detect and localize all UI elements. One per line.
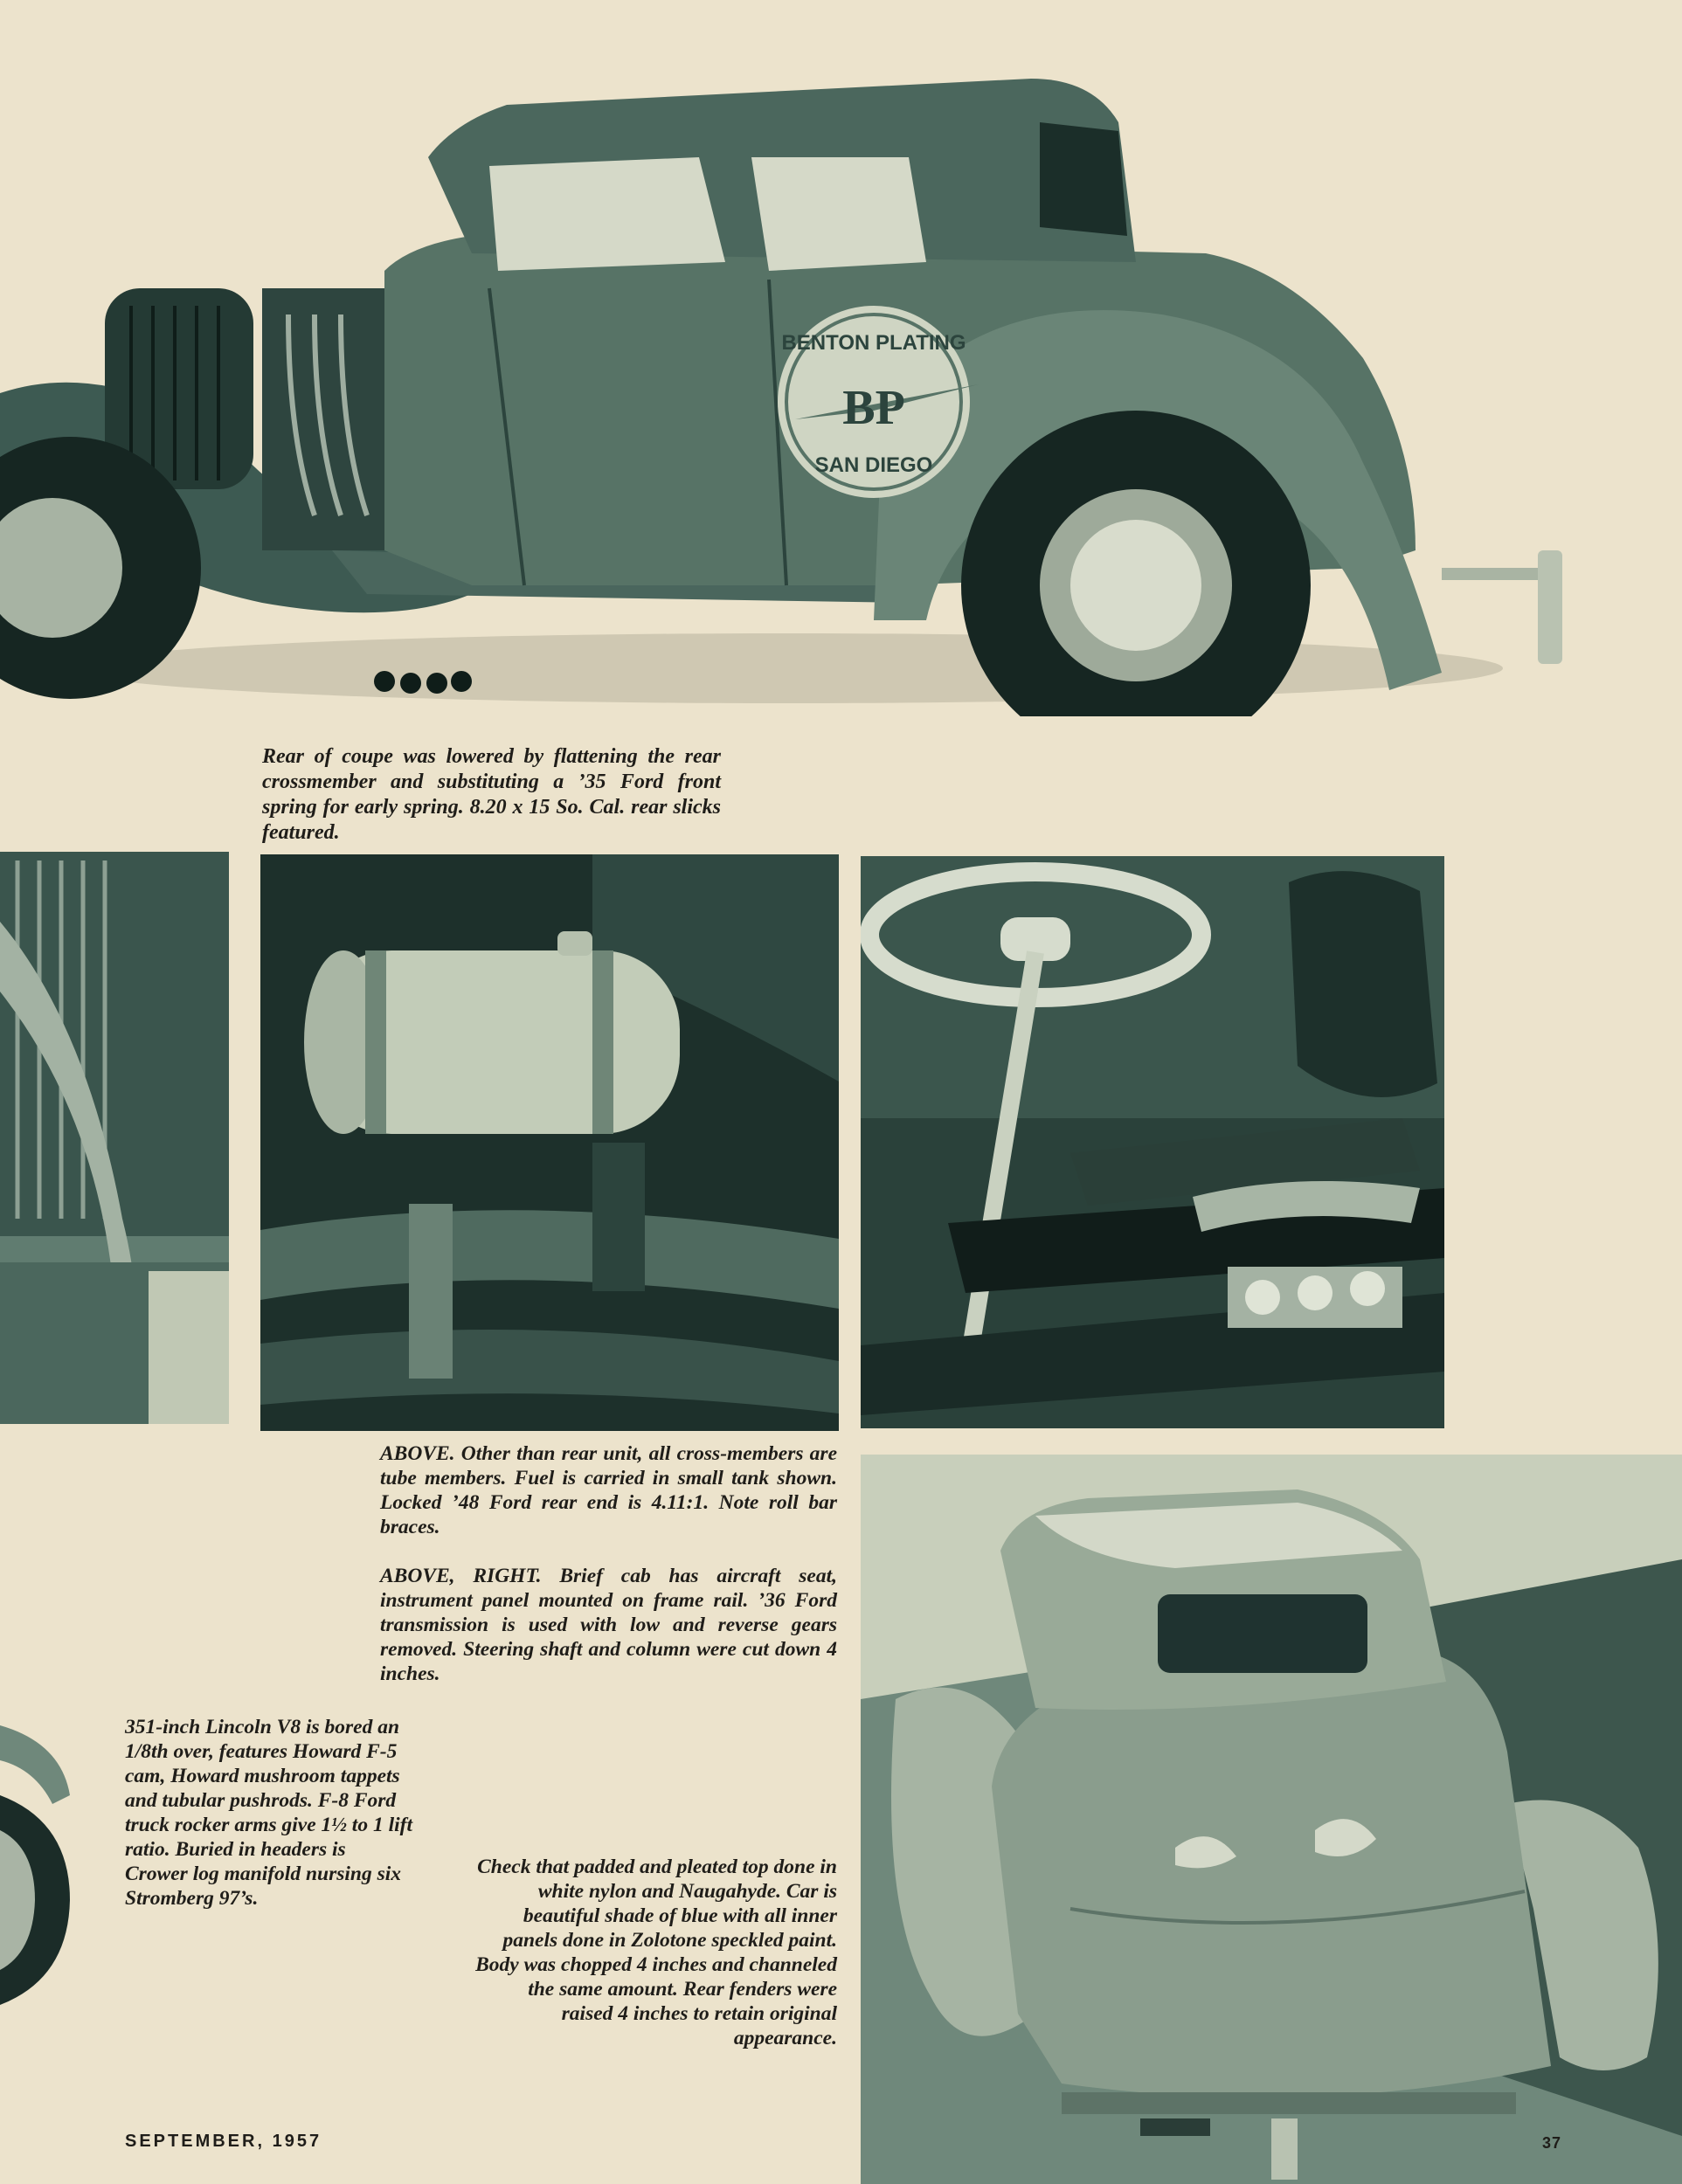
svg-text:SAN DIEGO: SAN DIEGO — [814, 453, 933, 477]
svg-text:BENTON PLATING: BENTON PLATING — [781, 331, 966, 355]
caption-top-text: Rear of coupe was lowered by flattening the rear crossmember and substituting a ’35 Ford front spring for early spring. 8.20 x 15 So. Cal. rear slicks featured. — [262, 745, 721, 844]
caption-top — [262, 744, 721, 846]
caption-engine — [125, 1715, 413, 1911]
issue-date: SEPTEMBER, 1957 — [125, 2132, 322, 2151]
coupe-rear-photo — [861, 1455, 1682, 2184]
caption-above — [380, 1441, 837, 1539]
caption-above-right-text: ABOVE, RIGHT. Brief cab has aircraft seat, instrument panel mounted on frame rail. ’36 Ford transmission is used with low and reverse gears removed. Steering shaft and column were cut down 4 inches. — [380, 1565, 837, 1685]
caption-above-right — [380, 1564, 837, 1686]
coupe-side-photo — [0, 26, 1573, 716]
caption-engine-text: 351-inch Lincoln V8 is bored an 1/8th over, features Howard F-5 cam, Howard mushroom tappets and tubular pushrods. F-8 Ford truck rocker arms give 1½ to 1 lift ratio. Buried in headers is Crower log manifold nursing six Stromberg 97’s. — [125, 1716, 412, 1910]
caption-above-text: ABOVE. Other than rear unit, all cross-members are tube members. Fuel is carried in small tank shown. Locked ’48 Ford rear end is 4.11:1. Note roll bar braces. — [380, 1442, 837, 1538]
page-number: 37 — [1542, 2134, 1562, 2152]
wheel-edge-photo — [0, 1725, 74, 2009]
caption-rear-text: Check that padded and pleated top done in white nylon and Naugahyde. Car is beautiful shade of blue with all inner panels done in Zolotone speckled paint. Body was chopped 4 inches and channeled the same amount. Rear fenders were raised 4 inches to retain original appearance. — [475, 1856, 837, 2049]
cockpit-photo — [861, 856, 1444, 1428]
fuel-tank-photo — [260, 854, 839, 1431]
grille-detail-photo — [0, 852, 229, 1424]
caption-rear — [472, 1855, 837, 2050]
svg-text:BP: BP — [842, 381, 905, 435]
